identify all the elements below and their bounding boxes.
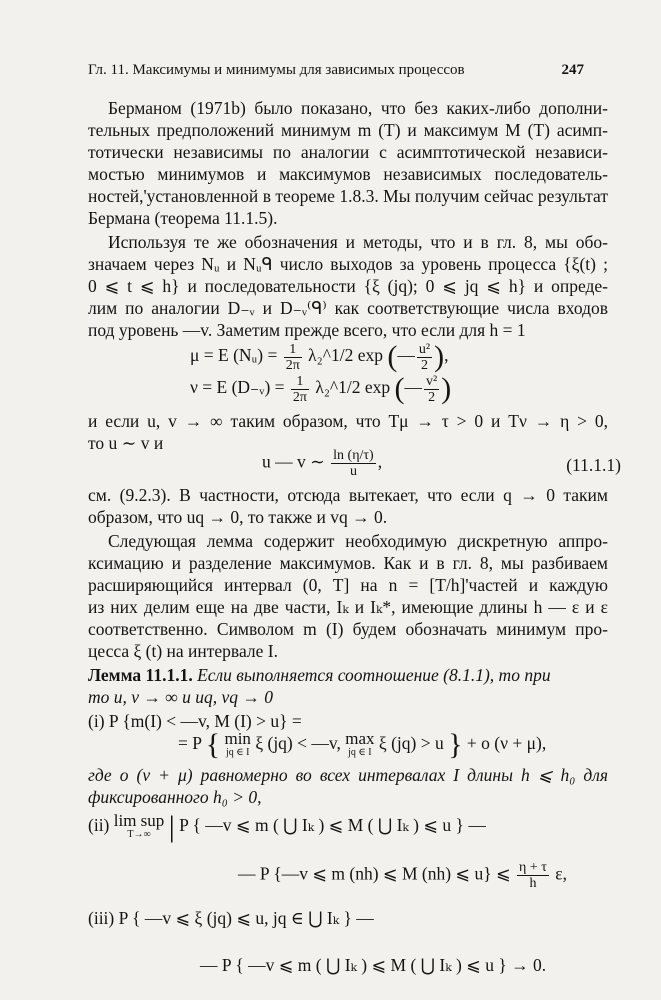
eq-1111-lhs: u — v ∼ (262, 451, 325, 472)
equation-nu: ν = E (D₋ᵥ) = $\frac{1}{2\pi}$ λ₂^1/2 exp (— $\frac{\text{v²}}{2}$ ) (190, 372, 452, 405)
item-ii-frac-den: h (529, 876, 537, 891)
para5-line: ксимацию и разделение максимумов. Как и в гл. 8, мы разбиваем (88, 553, 608, 573)
para5-line: Следующая лемма содержит необходимую дискретную аппро- (108, 531, 608, 551)
item-i-line1: (i) P {m(I) < —v, M (I) > u} = (88, 711, 302, 731)
para5-line: соответственно. Символом m (I) будем обозначать минимум про- (88, 619, 608, 639)
limsup-operator (114, 813, 165, 841)
eq-nu-frac (291, 374, 309, 405)
eq-1111-den: u (349, 464, 357, 479)
para1-line: Берманом (1971b) было показано, что без каких-либо дополни- (108, 98, 608, 118)
eq-nu-rest: λ₂^1/2 exp (315, 377, 391, 398)
limsup-sub: T→∞ (127, 829, 151, 840)
item-iii-line1 (88, 908, 374, 929)
item-ii-body1: P { —v ⩽ m ( ⋃ Iₖ ) ⩽ M ( ⋃ Iₖ ) ⩽ u } — (179, 815, 486, 836)
para4-line: образом, что uq → 0, то также и vq → 0. (88, 507, 388, 527)
para2-line: под уровень —v. Заметим прежде всего, что если для h = 1 (88, 320, 526, 340)
equation-11-1-1: u — v ∼ $\frac{\ln (\eta/\tau)}{u}$ , (262, 448, 383, 479)
item-ii-frac (517, 860, 549, 891)
item-ii-line2 (238, 860, 567, 891)
para2-line: значаем через Nᵤ и Nᵤᑫ число выходов за уровень процесса {ξ(t) ; (88, 254, 608, 274)
para1-line: мостью минимумов и максимумов независимых последователь- (88, 164, 608, 184)
item-ii-body2: — P {—v ⩽ m (nh) ⩽ M (nh) ⩽ u} ⩽ (238, 863, 511, 884)
para2-line: лим по аналогии D₋ᵥ и D₋ᵥ⁽ᑫ⁾ как соответствующие числа входов (88, 298, 608, 318)
para3-line: и если u, v → ∞ таким образом, что Tμ → τ > 0 и Tν → η > 0, (88, 411, 608, 431)
eq-mu-lhs: μ = E (Nᵤ) = (190, 345, 278, 366)
item-ii-tail: ε, (555, 863, 567, 884)
eq-nu-exp-num: v² (426, 373, 438, 389)
eq-mu-exp-den: 2 (420, 357, 428, 373)
item-iii-label: (iii) (88, 908, 115, 928)
note-line (88, 786, 608, 808)
para1-line: тотически независимы по аналогии с асимптотической независи- (88, 142, 608, 162)
eq-mu-exp-frac (417, 342, 432, 373)
note-text: где o (ν + μ) равномерно во всех интервалах I длины h ⩽ h₀ для (88, 765, 608, 785)
item-i-mid: ξ (jq) < —v, (255, 733, 341, 754)
eq-nu-exp-frac (424, 374, 439, 405)
eq-nu-num: 1 (291, 374, 309, 390)
eq-nu-lhs: ν = E (D₋ᵥ) = (190, 377, 285, 398)
max-operator (345, 731, 374, 759)
lemma-heading (88, 664, 608, 686)
item-i-tail: ξ (jq) > u (378, 733, 444, 754)
min-operator (224, 731, 250, 759)
para1-line: Бермана (теорема 11.1.5). (88, 208, 278, 228)
para5-line: расширяющийся интервал (0, T] на n = [T/h]'частей и каждую (88, 575, 608, 595)
para1-line: ностей,'установленной в теореме 1.8.3. Мы получим сейчас результат (88, 186, 608, 206)
equation-mu: μ = E (Nᵤ) = $\frac{1}{2\pi}$ λ₂^1/2 exp (— $\frac{\text{u²}}{2}$ ), (190, 340, 449, 373)
equation-number: (11.1.1) (566, 455, 621, 475)
item-i-eq-prefix: = P (178, 733, 202, 754)
eq-mu-frac (284, 342, 302, 373)
limsup-label: lim sup (113, 811, 165, 830)
eq-mu-rest: λ₂^1/2 exp (308, 345, 383, 366)
lemma-line2 (88, 686, 608, 708)
eq-nu-exp-den: 2 (428, 389, 436, 405)
para2-line: Используя те же обозначения и методы, что и в гл. 8, мы обо- (108, 232, 608, 252)
eq-nu-den: 2π (292, 389, 307, 405)
running-title: Гл. 11. Максимумы и минимумы для зависимых процессов (88, 62, 465, 78)
para5-line: из них делим еще на две части, Iₖ и Iₖ*, имеющие длины h — ε и ε (88, 597, 608, 617)
item-iii-line2 (200, 955, 546, 976)
max-label: max (345, 729, 375, 748)
eq-mu-num: 1 (284, 342, 302, 358)
lemma-condition: то u, v → ∞ и uq, vq → 0 (88, 687, 274, 707)
eq-1111-num: ln (η/τ) (333, 448, 374, 463)
note-text: фиксированного h₀ > 0, (88, 787, 262, 807)
item-ii-label: (ii) (88, 815, 110, 836)
para1-line: тельных предположений минимум m (T) и максимум M (T) асимп- (88, 120, 608, 140)
item-ii-frac-num: η + τ (519, 860, 547, 875)
lemma-title: Лемма 11.1.1. (88, 665, 193, 685)
eq-1111-frac (331, 448, 376, 479)
item-iii-body2: — P { —v ⩽ m ( ⋃ Iₖ ) ⩽ M ( ⋃ Iₖ ) ⩽ u } → 0. (200, 955, 547, 975)
item-i-after: + o (ν + μ), (466, 733, 547, 754)
note-line (88, 764, 608, 786)
item-i-line2: = P { min jq ∈ I ξ (jq) < —v, max jq ∈ I ξ (jq) > u } + o (ν + μ), (178, 728, 547, 761)
page-number: 247 (561, 62, 584, 78)
item-ii-line1: (ii) lim sup T→∞ | P { —v ⩽ m ( ⋃ Iₖ ) ⩽ M ( ⋃ Iₖ ) ⩽ u } — (88, 810, 486, 843)
eq-mu-den: 2π (285, 357, 300, 373)
para2-line: 0 ⩽ t ⩽ h} и последовательности {ξ (jq); 0 ⩽ jq ⩽ h} и опреде- (88, 276, 608, 296)
eq-mu-exp-num: u² (418, 341, 431, 357)
item-iii-body1: P { —v ⩽ ξ (jq) ⩽ u, jq ∈ ⋃ Iₖ } — (118, 908, 374, 928)
max-sub: jq ∈ I (348, 747, 372, 758)
page-header (88, 62, 584, 84)
para5-line: цесса ξ (t) на интервале I. (88, 641, 278, 661)
min-label: min (224, 729, 251, 748)
lemma-statement: Если выполняется соотношение (8.1.1), то при (197, 665, 551, 685)
para3-line: то u ∼ v и (88, 433, 164, 453)
para4-line: см. (9.2.3). В частности, отсюда вытекает, что если q → 0 таким (88, 485, 608, 505)
min-sub: jq ∈ I (225, 747, 250, 758)
